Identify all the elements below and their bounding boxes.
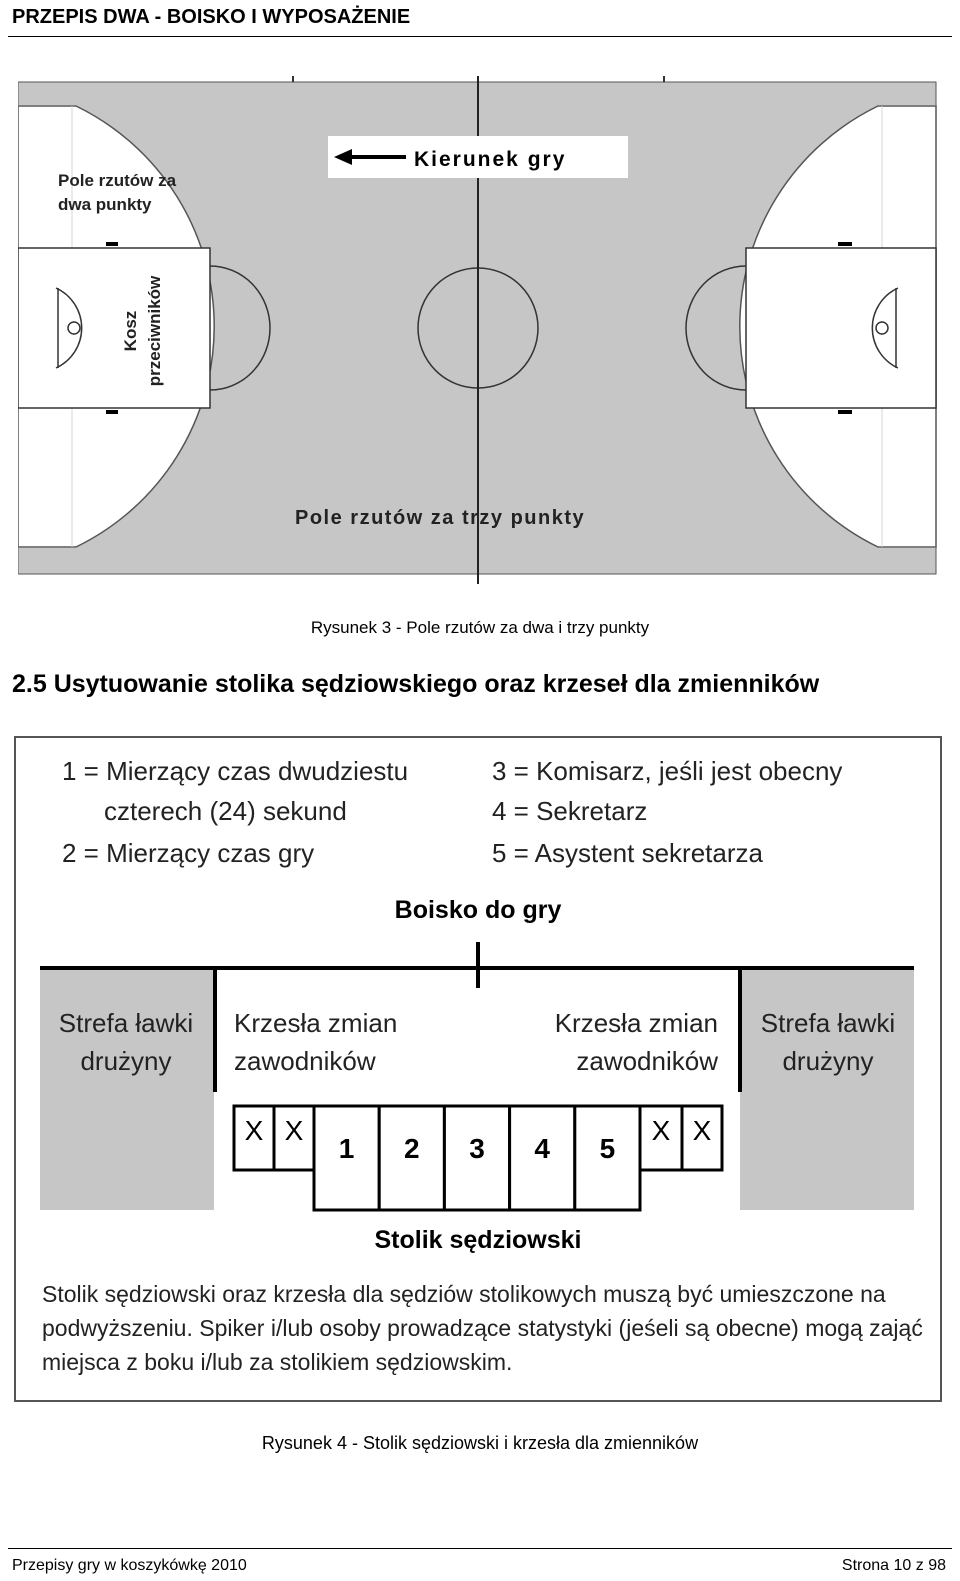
chair-x-mark: X [651, 1115, 671, 1146]
table-seat-number: 5 [599, 1133, 616, 1164]
footer-divider [8, 1548, 952, 1549]
section-title: 2.5 Usytuowanie stolika sędziowskiego oraz krzeseł dla zmienników [12, 670, 820, 698]
court-label: Boisko do gry [394, 896, 562, 924]
legend-item1-line2: czterech (24) sekund [104, 796, 347, 826]
bench-left-line1: Strefa ławki [58, 1008, 194, 1038]
table-diagram [14, 736, 944, 1404]
page-header-title: PRZEPIS DWA - BOISKO I WYPOSAŻENIE [12, 6, 411, 28]
chairs-left-line2: zawodników [234, 1046, 376, 1076]
table-seat-number: 3 [469, 1133, 485, 1164]
basket-label-line2: przeciwników [145, 275, 164, 387]
legend-item3: 3 = Komisarz, jeśli jest obecny [492, 756, 843, 786]
footer-page-number: Strona 10 z 98 [841, 1557, 946, 1574]
chairs-left-line1: Krzesła zmian [234, 1008, 398, 1038]
three-point-label: Pole rzutów za trzy punkty [295, 507, 586, 529]
chairs-right-line1: Krzesła zmian [554, 1008, 718, 1038]
table-label: Stolik sędziowski [374, 1226, 582, 1254]
chair-x-mark: X [244, 1115, 264, 1146]
table-seat-number: 2 [404, 1133, 420, 1164]
court-diagram [18, 76, 942, 586]
figure3-caption: Rysunek 3 - Pole rzutów za dwa i trzy punkty [310, 618, 650, 637]
note-line1: Stolik sędziowski oraz krzesła dla sędziów stolikowych muszą być umieszczone na [42, 1281, 886, 1307]
table-seat-number: 1 [338, 1133, 355, 1164]
note-line2: podwyższeniu. Spiker i/lub osoby prowadzące statystyki (jeśeli są obecne) mogą zająć [42, 1315, 923, 1341]
chair-x-mark: X [692, 1115, 712, 1146]
footer-document-title: Przepisy gry w koszykówkę 2010 [12, 1557, 247, 1574]
legend-item4: 4 = Sekretarz [492, 796, 648, 826]
bench-right-line2: drużyny [782, 1046, 874, 1076]
legend-item2: 2 = Mierzący czas gry [62, 838, 315, 868]
figure4-caption: Rysunek 4 - Stolik sędziowski i krzesła dla zmienników [261, 1433, 699, 1453]
basket-label-line1: Kosz [121, 310, 140, 352]
table-seat-number: 4 [534, 1133, 550, 1164]
chairs-right-line2: zawodników [576, 1046, 718, 1076]
bench-zone-left [40, 970, 214, 1210]
bench-zone-right [740, 970, 914, 1210]
bench-left-line2: drużyny [80, 1046, 172, 1076]
header-divider [8, 36, 952, 37]
two-point-label-line2: dwa punkty [58, 195, 152, 214]
note-line3: miejsca z boku i/lub za stolikiem sędziowskim. [42, 1349, 513, 1375]
legend-item5: 5 = Asystent sekretarza [492, 838, 763, 868]
direction-label: Kierunek gry [414, 148, 567, 171]
legend-item1-line1: 1 = Mierzący czas dwudziestu [62, 756, 409, 786]
two-point-label-line1: Pole rzutów za [58, 171, 177, 190]
chair-x-mark: X [284, 1115, 304, 1146]
bench-right-line1: Strefa ławki [760, 1008, 896, 1038]
